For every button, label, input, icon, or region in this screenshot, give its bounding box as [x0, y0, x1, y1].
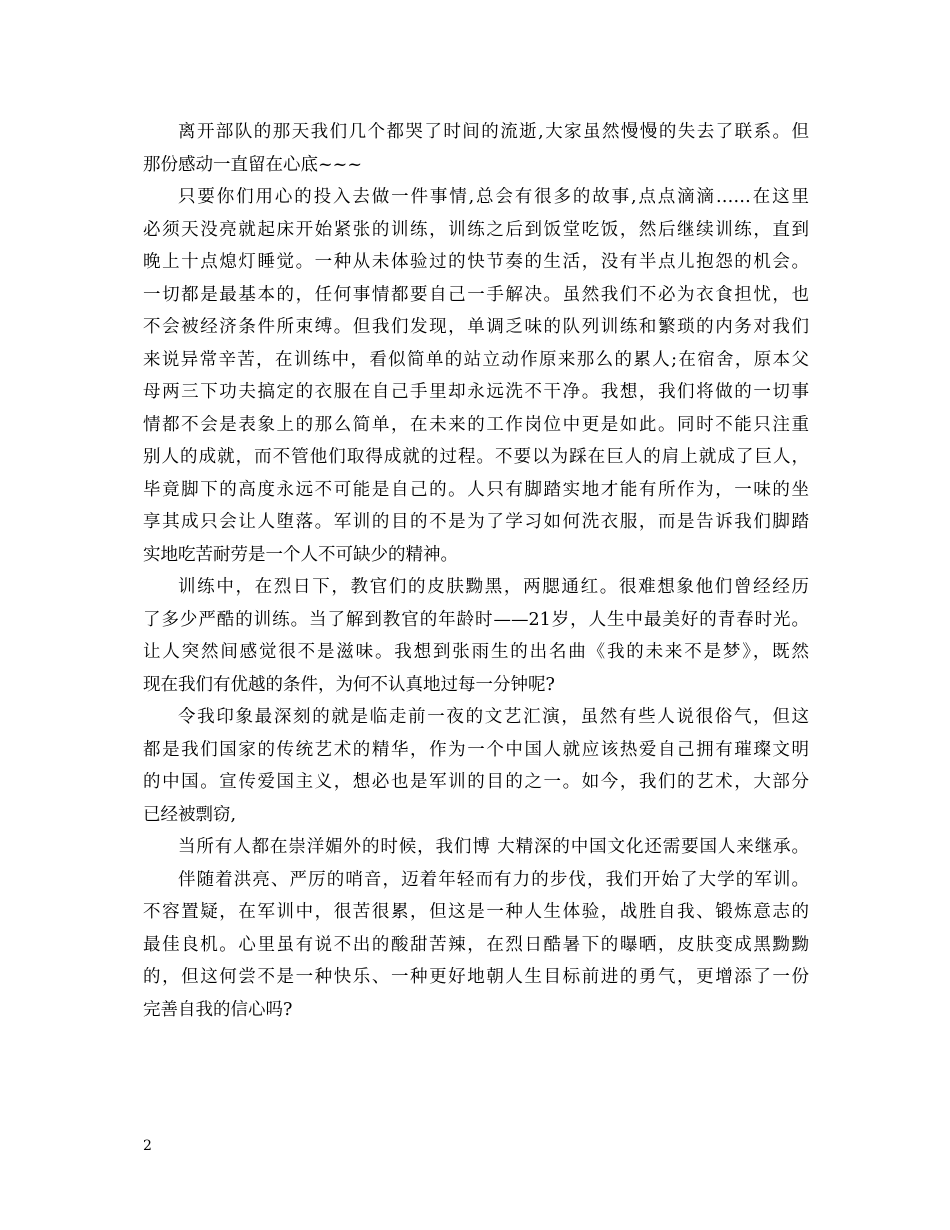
text-line: 不会被经济条件所束缚。但我们发现，单调乏味的队列训练和繁琐的内务对我们 — [143, 317, 809, 337]
page-number: 2 — [143, 1138, 152, 1154]
text-line: 让人突然间感觉很不是滋味。我想到张雨生的出名曲《我的未来不是梦》，既然 — [143, 642, 809, 662]
text-line: 毕竟脚下的高度永远不可能是自己的。人只有脚踏实地才能有所作为，一味的坐 — [143, 479, 809, 500]
text-line: 最佳良机。心里虽有说不出的酸甜苦辣，在烈日酷暑下的曝晒，皮肤变成黑黝黝 — [143, 934, 809, 955]
text-line: 都是我们国家的传统艺术的精华，作为一个中国人就应该热爱自己拥有璀璨文明 — [143, 739, 809, 760]
text-line: 那份感动一直留在心底~~~ — [143, 154, 362, 175]
text-line: 令我印象最深刻的就是临走前一夜的文艺汇演，虽然有些人说很俗气，但这 — [178, 707, 809, 727]
text-line: 一切都是最基本的，任何事情都要自己一手解决。虽然我们不必为衣食担忧，也 — [143, 284, 809, 305]
text-line: 已经被剽窃, — [143, 804, 237, 825]
text-line: 不容置疑，在军训中，很苦很累，但这是一种人生体验，战胜自我、锻炼意志的 — [143, 902, 809, 922]
text-line: 享其成只会让人堕落。军训的目的不是为了学习如何洗衣服，而是告诉我们脚踏 — [143, 512, 809, 532]
text-line: 的，但这何尝不是一种快乐、一种更好地朝人生目标前进的勇气，更增添了一份 — [143, 967, 809, 987]
text-line: 伴随着洪亮、严厉的哨音，迈着年轻而有力的步伐，我们开始了大学的军训。 — [178, 869, 809, 890]
text-line: 现在我们有优越的条件，为何不认真地过每一分钟呢? — [143, 674, 555, 695]
text-line: 情都不会是表象上的那么简单，在未来的工作岗位中更是如此。同时不能只注重 — [143, 414, 809, 435]
body-text — [143, 116, 809, 1026]
text-line: 来说异常辛苦，在训练中，看似简单的站立动作原来那么的累人;在宿舍，原本父 — [143, 349, 809, 370]
text-line: 必须天没亮就起床开始紧张的训练，训练之后到饭堂吃饭，然后继续训练，直到 — [143, 219, 809, 240]
text-line: 完善自我的信心吗? — [143, 999, 293, 1020]
text-line: 别人的成就，而不管他们取得成就的过程。不要以为踩在巨人的肩上就成了巨人， — [143, 447, 809, 467]
text-line: 实地吃苦耐劳是一个人不可缺少的精神。 — [143, 544, 458, 565]
text-line: 训练中，在烈日下，教官们的皮肤黝黑，两腮通红。很难想象他们曾经经历 — [178, 577, 809, 597]
text-line: 了多少严酷的训练。当了解到教官的年龄时——21岁，人生中最美好的青春时光。 — [143, 609, 809, 630]
text-line: 当所有人都在崇洋媚外的时候，我们博 大精深的中国文化还需要国人来继承。 — [178, 837, 809, 857]
text-line: 离开部队的那天我们几个都哭了时间的流逝,大家虽然慢慢的失去了联系。但 — [178, 122, 809, 142]
text-line: 的中国。宣传爱国主义，想必也是军训的目的之一。如今，我们的艺术，大部分 — [143, 772, 809, 792]
text-line: 只要你们用心的投入去做一件事情,总会有很多的故事,点点滴滴……在这里 — [178, 187, 809, 207]
text-line: 母两三下功夫搞定的衣服在自己手里却永远洗不干净。我想，我们将做的一切事 — [143, 382, 809, 402]
text-line: 晚上十点熄灯睡觉。一种从未体验过的快节奏的生活，没有半点儿抱怨的机会。 — [143, 252, 809, 272]
